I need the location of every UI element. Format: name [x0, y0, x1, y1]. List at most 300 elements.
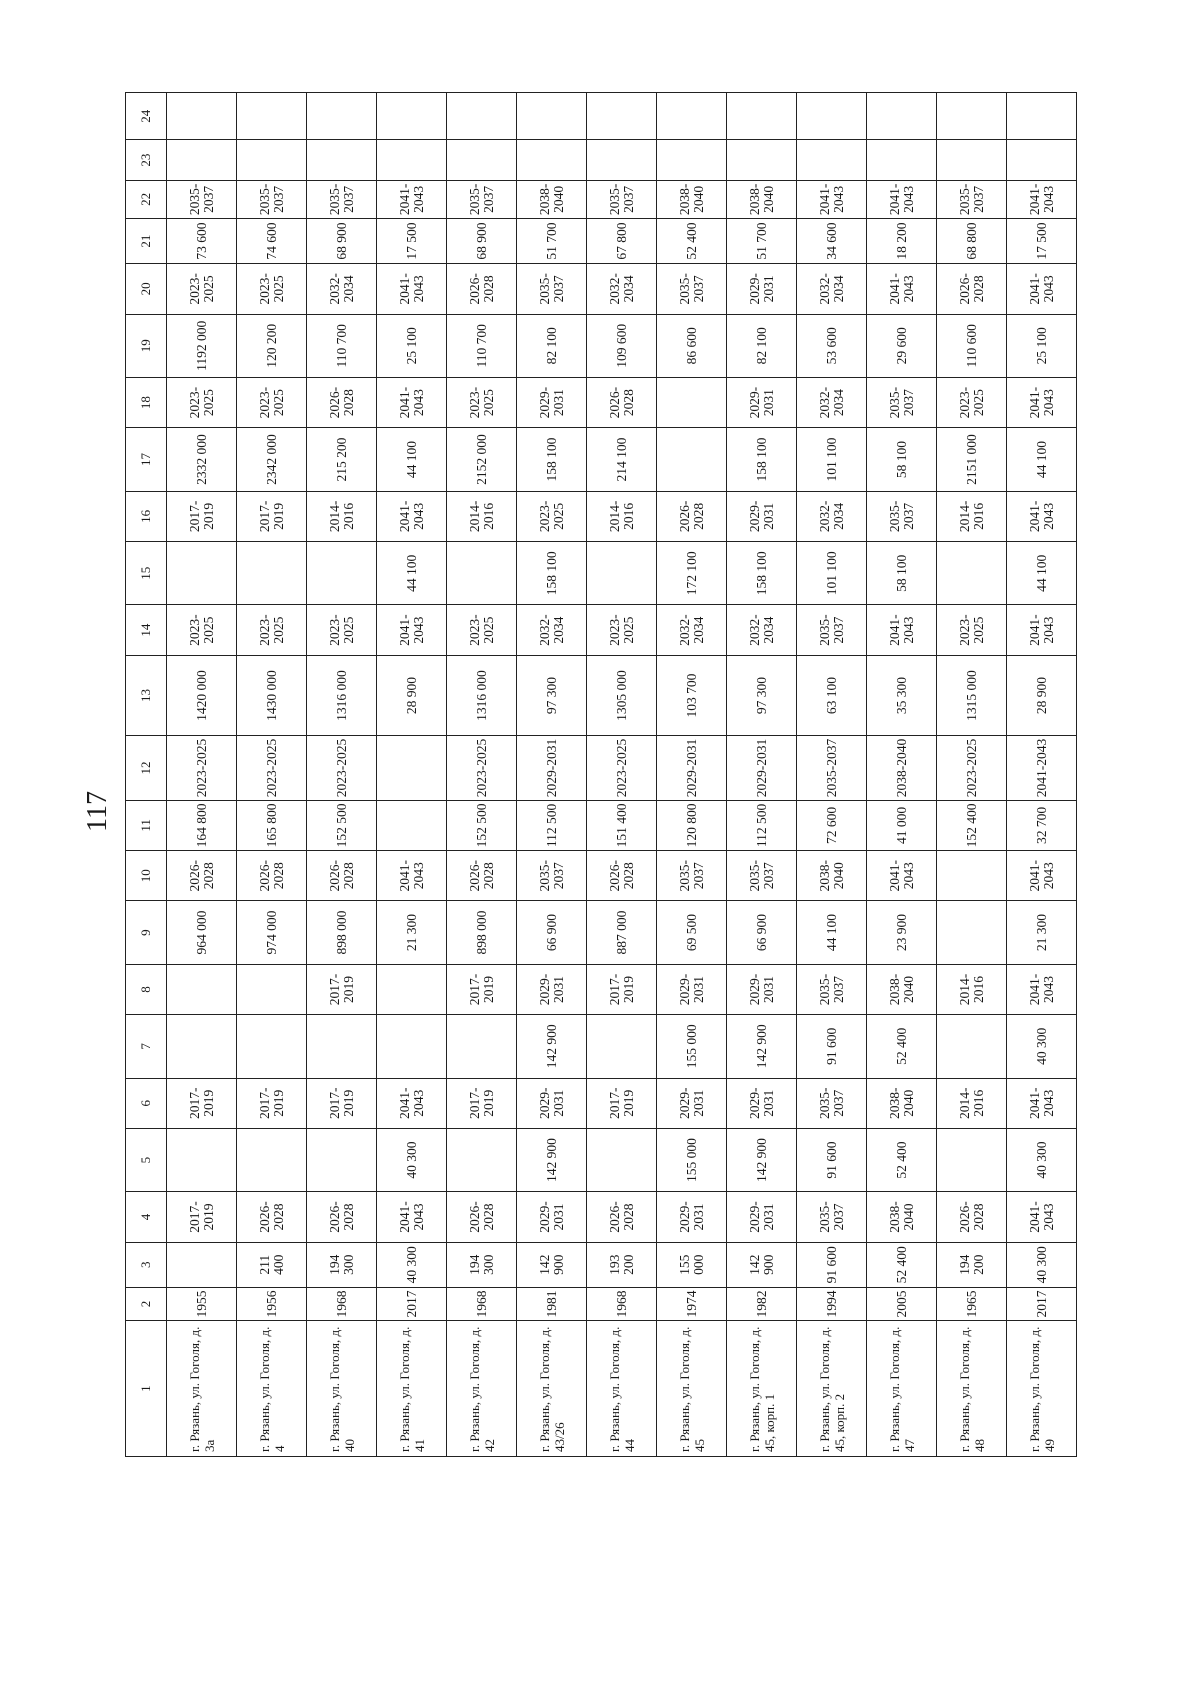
column-number-header: 8	[126, 964, 167, 1014]
address-cell: г. Рязань, ул. Гоголя, д. 44	[587, 1321, 657, 1457]
table-cell: 58 100	[867, 542, 937, 605]
table-cell	[517, 140, 587, 180]
table-cell: 2041-2043	[377, 491, 447, 541]
table-cell: 44 100	[377, 428, 447, 491]
table-cell: 2038-2040	[657, 180, 727, 218]
table-cell: 2041-2043	[867, 605, 937, 655]
table-cell: 2026-2028	[307, 377, 377, 427]
column-number-header: 11	[126, 800, 167, 850]
table-cell: 151 400	[587, 800, 657, 850]
table-cell: 2029-2031	[727, 377, 797, 427]
table-cell: 2026-2028	[307, 851, 377, 901]
table-cell: 155 000	[657, 1015, 727, 1078]
table-cell: 86 600	[657, 314, 727, 377]
table-cell: 2014-2016	[447, 491, 517, 541]
table-cell: 52 400	[867, 1015, 937, 1078]
table-cell: 2023-2025	[447, 605, 517, 655]
table-cell: 2041-2043	[377, 180, 447, 218]
table-cell: 2014-2016	[307, 491, 377, 541]
column-number-header: 19	[126, 314, 167, 377]
table-cell	[167, 140, 237, 180]
table-cell: 110 700	[447, 314, 517, 377]
document-table-rotated	[125, 92, 1075, 1457]
table-cell: 2035-2037	[447, 180, 517, 218]
table-cell	[657, 93, 727, 140]
table-cell: 142 900	[517, 1242, 587, 1287]
table-cell: 2041-2043	[1007, 180, 1077, 218]
table-cell: 2023-2025	[237, 377, 307, 427]
column-number-header: 2	[126, 1287, 167, 1320]
table-cell: 2017-2019	[447, 1078, 517, 1128]
table-cell: 2017-2019	[237, 491, 307, 541]
table-cell: 112 500	[727, 800, 797, 850]
table-cell: 1974	[657, 1287, 727, 1320]
table-cell: 2023-2025	[167, 736, 237, 800]
table-cell: 1965	[937, 1287, 1007, 1320]
table-cell: 2035-2037	[657, 264, 727, 314]
table-cell: 68 900	[447, 218, 517, 263]
table-cell: 58 100	[867, 428, 937, 491]
table-cell: 112 500	[517, 800, 587, 850]
table-cell: 34 600	[797, 218, 867, 263]
table-cell: 25 100	[377, 314, 447, 377]
table-cell: 2026-2028	[587, 377, 657, 427]
table-cell: 2005	[867, 1287, 937, 1320]
table-cell: 44 100	[797, 901, 867, 964]
table-cell: 2014-2016	[937, 964, 1007, 1014]
table-cell: 172 100	[657, 542, 727, 605]
table-cell: 2041-2043	[1007, 851, 1077, 901]
table-cell: 2035-2037	[167, 180, 237, 218]
column-number-header: 14	[126, 605, 167, 655]
column-number-header: 18	[126, 377, 167, 427]
table-cell	[447, 140, 517, 180]
table-cell: 2023-2025	[237, 264, 307, 314]
table-cell: 103 700	[657, 655, 727, 736]
table-cell: 2014-2016	[937, 491, 1007, 541]
table-cell	[937, 1128, 1007, 1191]
table-cell: 155 000	[657, 1128, 727, 1191]
table-cell: 215 200	[307, 428, 377, 491]
table-cell: 21 300	[377, 901, 447, 964]
table-row	[727, 93, 797, 1457]
table-cell: 2035-2037	[727, 851, 797, 901]
address-cell: г. Рязань, ул. Гоголя, д. 40	[307, 1321, 377, 1457]
table-cell: 82 100	[727, 314, 797, 377]
table-cell: 2023-2025	[167, 605, 237, 655]
table-cell: 72 600	[797, 800, 867, 850]
table-cell	[587, 542, 657, 605]
table-cell: 2014-2016	[587, 491, 657, 541]
table-cell: 2023-2025	[237, 736, 307, 800]
table-row	[867, 93, 937, 1457]
table-cell: 97 300	[517, 655, 587, 736]
table-cell: 2017-2019	[307, 1078, 377, 1128]
table-cell	[377, 140, 447, 180]
table-cell: 1316 000	[307, 655, 377, 736]
table-cell: 2026-2028	[937, 1192, 1007, 1242]
column-number-row	[126, 93, 167, 1457]
table-cell: 2035-2037	[867, 491, 937, 541]
table-cell	[517, 93, 587, 140]
table-cell	[657, 428, 727, 491]
table-cell: 194 300	[447, 1242, 517, 1287]
table-cell	[377, 93, 447, 140]
table-cell	[237, 1128, 307, 1191]
column-number-header: 3	[126, 1242, 167, 1287]
table-cell: 35 300	[867, 655, 937, 736]
table-cell: 2017	[377, 1287, 447, 1320]
table-cell: 25 100	[1007, 314, 1077, 377]
table-cell: 2032-2034	[657, 605, 727, 655]
table-cell: 28 900	[377, 655, 447, 736]
table-cell	[167, 1242, 237, 1287]
table-cell: 2038-2040	[867, 964, 937, 1014]
table-cell: 2017-2019	[167, 491, 237, 541]
table-cell: 974 000	[237, 901, 307, 964]
table-cell: 17 500	[377, 218, 447, 263]
table-cell: 1968	[587, 1287, 657, 1320]
table-cell: 2017-2019	[447, 964, 517, 1014]
table-cell: 91 600	[797, 1242, 867, 1287]
table-cell: 2041-2043	[377, 377, 447, 427]
table-cell: 120 800	[657, 800, 727, 850]
table-cell: 158 100	[727, 542, 797, 605]
table-row	[307, 93, 377, 1457]
column-number-header: 4	[126, 1192, 167, 1242]
table-cell: 142 900	[727, 1128, 797, 1191]
table-cell	[727, 140, 797, 180]
table-cell: 2017-2019	[587, 1078, 657, 1128]
table-cell	[1007, 93, 1077, 140]
column-number-header: 24	[126, 93, 167, 140]
table-cell: 67 800	[587, 218, 657, 263]
table-cell	[657, 377, 727, 427]
table-cell: 158 100	[517, 428, 587, 491]
table-cell: 2041-2043	[867, 264, 937, 314]
table-cell: 40 300	[1007, 1128, 1077, 1191]
table-cell: 2023-2025	[237, 605, 307, 655]
table-cell: 91 600	[797, 1128, 867, 1191]
table-cell: 2035-2037	[657, 851, 727, 901]
address-cell: г. Рязань, ул. Гоголя, д. 42	[447, 1321, 517, 1457]
table-cell	[587, 93, 657, 140]
table-cell: 2023-2025	[167, 377, 237, 427]
table-cell: 2041-2043	[1007, 964, 1077, 1014]
table-cell: 2023-2025	[937, 377, 1007, 427]
table-cell: 2023-2025	[937, 605, 1007, 655]
table-cell: 82 100	[517, 314, 587, 377]
table-row	[797, 93, 867, 1457]
table-cell: 109 600	[587, 314, 657, 377]
table-cell	[867, 140, 937, 180]
table-cell: 29 600	[867, 314, 937, 377]
table-cell: 158 100	[727, 428, 797, 491]
table-cell	[937, 851, 1007, 901]
table-cell: 2017	[1007, 1287, 1077, 1320]
table-cell: 40 300	[377, 1242, 447, 1287]
table-cell: 1305 000	[587, 655, 657, 736]
table-cell: 2332 000	[167, 428, 237, 491]
table-row	[587, 93, 657, 1457]
table-cell: 158 100	[517, 542, 587, 605]
table-cell: 211 400	[237, 1242, 307, 1287]
table-cell: 2041-2043	[1007, 491, 1077, 541]
table-cell: 2017-2019	[587, 964, 657, 1014]
address-cell: г. Рязань, ул. Гоголя, д. 4	[237, 1321, 307, 1457]
table-cell: 2014-2016	[937, 1078, 1007, 1128]
table-cell: 1956	[237, 1287, 307, 1320]
column-number-header: 7	[126, 1015, 167, 1078]
table-cell	[1007, 140, 1077, 180]
table-cell: 2029-2031	[517, 1192, 587, 1242]
table-cell: 2035-2037	[797, 1078, 867, 1128]
table-cell: 152 400	[937, 800, 1007, 850]
table-cell: 152 500	[447, 800, 517, 850]
table-cell: 52 400	[867, 1128, 937, 1191]
column-number-header: 22	[126, 180, 167, 218]
table-cell: 898 000	[307, 901, 377, 964]
table-cell: 2038-2040	[797, 851, 867, 901]
table-cell	[377, 1015, 447, 1078]
table-cell: 2029-2031	[727, 736, 797, 800]
table-cell: 2029-2031	[657, 964, 727, 1014]
table-cell: 2029-2031	[727, 491, 797, 541]
table-cell: 2023-2025	[587, 605, 657, 655]
column-number-header: 21	[126, 218, 167, 263]
table-cell	[167, 542, 237, 605]
table-row	[517, 93, 587, 1457]
table-row	[657, 93, 727, 1457]
table-cell	[447, 1015, 517, 1078]
table-cell: 2041-2043	[1007, 377, 1077, 427]
address-cell: г. Рязань, ул. Гоголя, д. 43/26	[517, 1321, 587, 1457]
address-cell: г. Рязань, ул. Гоголя, д. 49	[1007, 1321, 1077, 1457]
table-cell	[657, 140, 727, 180]
column-number-header: 23	[126, 140, 167, 180]
table-cell	[307, 1128, 377, 1191]
table-cell: 44 100	[377, 542, 447, 605]
table-cell	[587, 1128, 657, 1191]
table-cell: 2026-2028	[237, 1192, 307, 1242]
table-cell: 964 000	[167, 901, 237, 964]
table-cell	[447, 1128, 517, 1191]
table-cell: 40 300	[1007, 1242, 1077, 1287]
table-body	[167, 93, 1077, 1457]
column-number-header: 20	[126, 264, 167, 314]
table-cell: 17 500	[1007, 218, 1077, 263]
table-cell: 1968	[447, 1287, 517, 1320]
table-row	[167, 93, 237, 1457]
table-row	[1007, 93, 1077, 1457]
address-cell: г. Рязань, ул. Гоголя, д. 45, корп. 1	[727, 1321, 797, 1457]
table-cell: 2041-2043	[1007, 264, 1077, 314]
table-cell: 2342 000	[237, 428, 307, 491]
table-cell: 74 600	[237, 218, 307, 263]
table-cell	[447, 542, 517, 605]
table-cell: 2041-2043	[867, 851, 937, 901]
table-cell	[587, 1015, 657, 1078]
table-cell	[797, 93, 867, 140]
table-cell: 40 300	[377, 1128, 447, 1191]
address-cell: г. Рязань, ул. Гоголя, д. 41	[377, 1321, 447, 1457]
table-cell: 120 200	[237, 314, 307, 377]
page-number: 117	[82, 791, 113, 832]
table-cell: 1192 000	[167, 314, 237, 377]
table-cell: 28 900	[1007, 655, 1077, 736]
address-cell: г. Рязань, ул. Гоголя, д. 48	[937, 1321, 1007, 1457]
column-number-header: 9	[126, 901, 167, 964]
column-number-header: 12	[126, 736, 167, 800]
table-cell: 2032-2034	[307, 264, 377, 314]
table-cell	[937, 93, 1007, 140]
table-cell	[727, 93, 797, 140]
table-cell: 2041-2043	[1007, 1192, 1077, 1242]
column-number-header: 13	[126, 655, 167, 736]
table-row	[237, 93, 307, 1457]
table-cell: 2041-2043	[1007, 1078, 1077, 1128]
table-cell: 73 600	[167, 218, 237, 263]
table-cell: 68 900	[307, 218, 377, 263]
table-cell: 2035-2037	[517, 264, 587, 314]
table-cell: 2017-2019	[167, 1078, 237, 1128]
table-cell: 2041-2043	[377, 851, 447, 901]
column-number-header: 5	[126, 1128, 167, 1191]
table-cell: 63 100	[797, 655, 867, 736]
table-cell: 898 000	[447, 901, 517, 964]
table-cell: 2017-2019	[237, 1078, 307, 1128]
table-cell: 2035-2037	[797, 1192, 867, 1242]
table-cell: 40 300	[1007, 1015, 1077, 1078]
table-cell: 2152 000	[447, 428, 517, 491]
address-cell: г. Рязань, ул. Гоголя, д. 47	[867, 1321, 937, 1457]
table-cell: 2029-2031	[517, 1078, 587, 1128]
table-cell: 2032-2034	[797, 377, 867, 427]
column-number-header: 6	[126, 1078, 167, 1128]
table-cell: 887 000	[587, 901, 657, 964]
table-cell	[937, 901, 1007, 964]
table-cell: 53 600	[797, 314, 867, 377]
table-cell: 2038-2040	[867, 736, 937, 800]
table-cell: 2035-2037	[797, 736, 867, 800]
table-cell: 1968	[307, 1287, 377, 1320]
table-cell: 110 600	[937, 314, 1007, 377]
table-cell	[307, 93, 377, 140]
table-cell: 2041-2043	[1007, 605, 1077, 655]
address-cell: г. Рязань, ул. Гоголя, д. 45	[657, 1321, 727, 1457]
table-cell	[237, 1015, 307, 1078]
table-cell: 2026-2028	[587, 1192, 657, 1242]
table-cell: 52 400	[867, 1242, 937, 1287]
table-cell: 2032-2034	[587, 264, 657, 314]
table-cell: 66 900	[727, 901, 797, 964]
table-cell: 2035-2037	[587, 180, 657, 218]
table-cell: 2041-2043	[797, 180, 867, 218]
table-cell: 2023-2025	[447, 736, 517, 800]
table-cell: 2029-2031	[517, 964, 587, 1014]
table-cell: 2029-2031	[657, 736, 727, 800]
table-cell: 91 600	[797, 1015, 867, 1078]
table-cell: 2041-2043	[1007, 736, 1077, 800]
table-cell	[377, 800, 447, 850]
table-cell: 2151 000	[937, 428, 1007, 491]
table-cell	[867, 93, 937, 140]
table-cell: 2029-2031	[727, 1078, 797, 1128]
table-cell: 69 500	[657, 901, 727, 964]
table-cell: 2035-2037	[307, 180, 377, 218]
table-cell	[377, 736, 447, 800]
table-cell	[167, 93, 237, 140]
table-row	[937, 93, 1007, 1457]
table-cell: 2035-2037	[867, 377, 937, 427]
table-cell: 2035-2037	[937, 180, 1007, 218]
table-cell	[307, 140, 377, 180]
table-cell: 1315 000	[937, 655, 1007, 736]
table-cell	[307, 542, 377, 605]
table-cell: 2026-2028	[447, 264, 517, 314]
table-cell: 2032-2034	[727, 605, 797, 655]
table-cell: 2041-2043	[377, 1192, 447, 1242]
table-cell	[587, 140, 657, 180]
table-cell: 2032-2034	[517, 605, 587, 655]
table-cell: 110 700	[307, 314, 377, 377]
table-cell: 214 100	[587, 428, 657, 491]
table-cell: 1994	[797, 1287, 867, 1320]
address-cell: г. Рязань, ул. Гоголя, д. 45, корп. 2	[797, 1321, 867, 1457]
table-cell: 2029-2031	[657, 1078, 727, 1128]
table-cell: 2023-2025	[307, 605, 377, 655]
table-cell: 97 300	[727, 655, 797, 736]
table-cell: 44 100	[1007, 542, 1077, 605]
table-cell: 2026-2028	[447, 851, 517, 901]
table-cell: 2023-2025	[517, 491, 587, 541]
table-cell: 1316 000	[447, 655, 517, 736]
table-cell: 2029-2031	[657, 1192, 727, 1242]
column-number-header: 10	[126, 851, 167, 901]
table-cell: 2038-2040	[727, 180, 797, 218]
address-cell: г. Рязань, ул. Гоголя, д. 3а	[167, 1321, 237, 1457]
table-cell	[237, 964, 307, 1014]
column-number-header: 1	[126, 1321, 167, 1457]
table-cell: 142 900	[727, 1242, 797, 1287]
table-cell: 194 300	[307, 1242, 377, 1287]
table-cell: 101 100	[797, 428, 867, 491]
table-cell: 2023-2025	[937, 736, 1007, 800]
table-cell: 194 200	[937, 1242, 1007, 1287]
table-cell: 2032-2034	[797, 264, 867, 314]
table-cell: 32 700	[1007, 800, 1077, 850]
table-cell: 142 900	[517, 1015, 587, 1078]
table-cell	[167, 1128, 237, 1191]
table-cell: 2029-2031	[517, 377, 587, 427]
table-cell: 2026-2028	[587, 851, 657, 901]
housing-repair-table	[125, 92, 1077, 1457]
table-cell: 51 700	[727, 218, 797, 263]
table-cell	[797, 140, 867, 180]
table-cell: 2032-2034	[797, 491, 867, 541]
table-cell: 2041-2043	[867, 180, 937, 218]
table-cell: 2017-2019	[307, 964, 377, 1014]
table-cell: 2035-2037	[517, 851, 587, 901]
table-cell: 155 000	[657, 1242, 727, 1287]
table-cell: 152 500	[307, 800, 377, 850]
column-number-header: 16	[126, 491, 167, 541]
table-cell: 23 900	[867, 901, 937, 964]
table-cell: 1430 000	[237, 655, 307, 736]
table-cell: 2035-2037	[237, 180, 307, 218]
table-cell	[377, 964, 447, 1014]
table-cell: 18 200	[867, 218, 937, 263]
